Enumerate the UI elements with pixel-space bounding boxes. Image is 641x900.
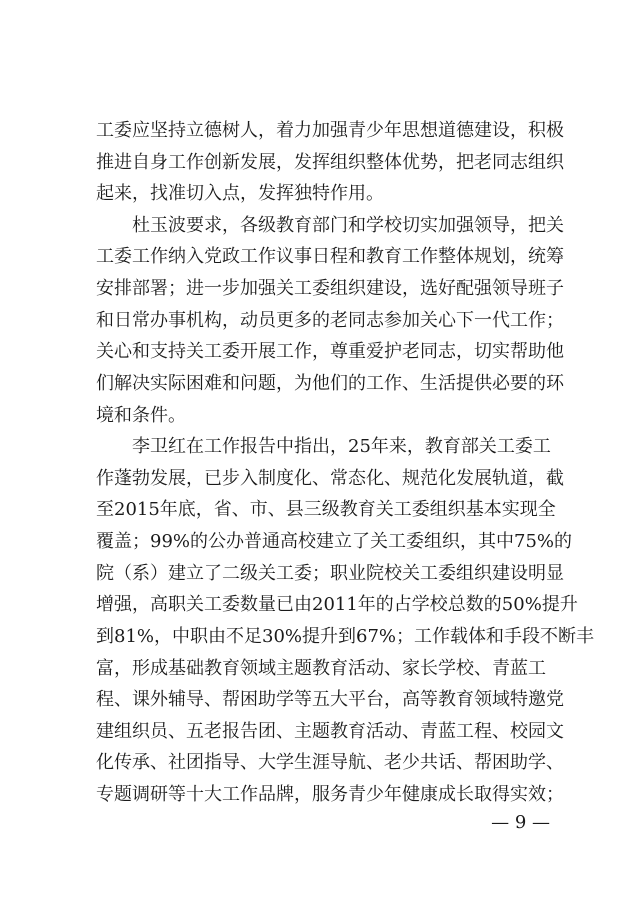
page-number: — 9 — — [491, 812, 550, 833]
text-line: 推进自身工作创新发展，发挥组织整体优势，把老同志组织 — [96, 152, 564, 173]
text-line: 和日常办事机构，动员更多的老同志参加关心下一代工作； — [96, 310, 564, 331]
text-line: 专题调研等十大工作品牌，服务青少年健康成长取得实效； — [96, 784, 564, 805]
text-line: 安排部署；进一步加强关工委组织建设，选好配强领导班子 — [96, 278, 564, 299]
text-line: 们解决实际困难和问题，为他们的工作、生活提供必要的环 — [96, 373, 564, 394]
text-line: 作蓬勃发展，已步入制度化、常态化、规范化发展轨道，截 — [96, 468, 564, 489]
text-line: 工委应坚持立德树人，着力加强青少年思想道德建设，积极 — [96, 120, 564, 141]
text-line: 关心和支持关工委开展工作，尊重爱护老同志，切实帮助他 — [96, 341, 564, 362]
text-line: 杜玉波要求，各级教育部门和学校切实加强领导，把关 — [132, 215, 564, 236]
text-line: 境和条件。 — [96, 405, 186, 426]
text-line: 至2015年底，省、市、县三级教育关工委组织基本实现全 — [96, 499, 556, 520]
text-line: 建组织员、五老报告团、主题教育活动、青蓝工程、校园文 — [96, 721, 564, 742]
text-line: 覆盖；99%的公办普通高校建立了关工委组织，其中75%的 — [96, 531, 573, 552]
text-line: 工委工作纳入党政工作议事日程和教育工作整体规划，统筹 — [96, 246, 564, 267]
text-line: 起来，找准切入点，发挥独特作用。 — [96, 183, 384, 204]
text-line: 化传承、社团指导、大学生涯导航、老少共话、帮困助学、 — [96, 752, 564, 773]
text-line: 程、课外辅导、帮困助学等五大平台，高等教育领域特邀党 — [96, 689, 564, 710]
text-line: 增强，高职关工委数量已由2011年的占学校总数的50%提升 — [96, 594, 578, 615]
text-line: 到81%，中职由不足30%提升到67%；工作载体和手段不断丰 — [96, 626, 595, 647]
text-line: 富，形成基础教育领域主题教育活动、家长学校、青蓝工 — [96, 658, 546, 679]
text-line: 李卫红在工作报告中指出，25年来，教育部关工委工 — [132, 436, 551, 457]
text-line: 院（系）建立了二级关工委；职业院校关工委组织建设明显 — [96, 563, 564, 584]
